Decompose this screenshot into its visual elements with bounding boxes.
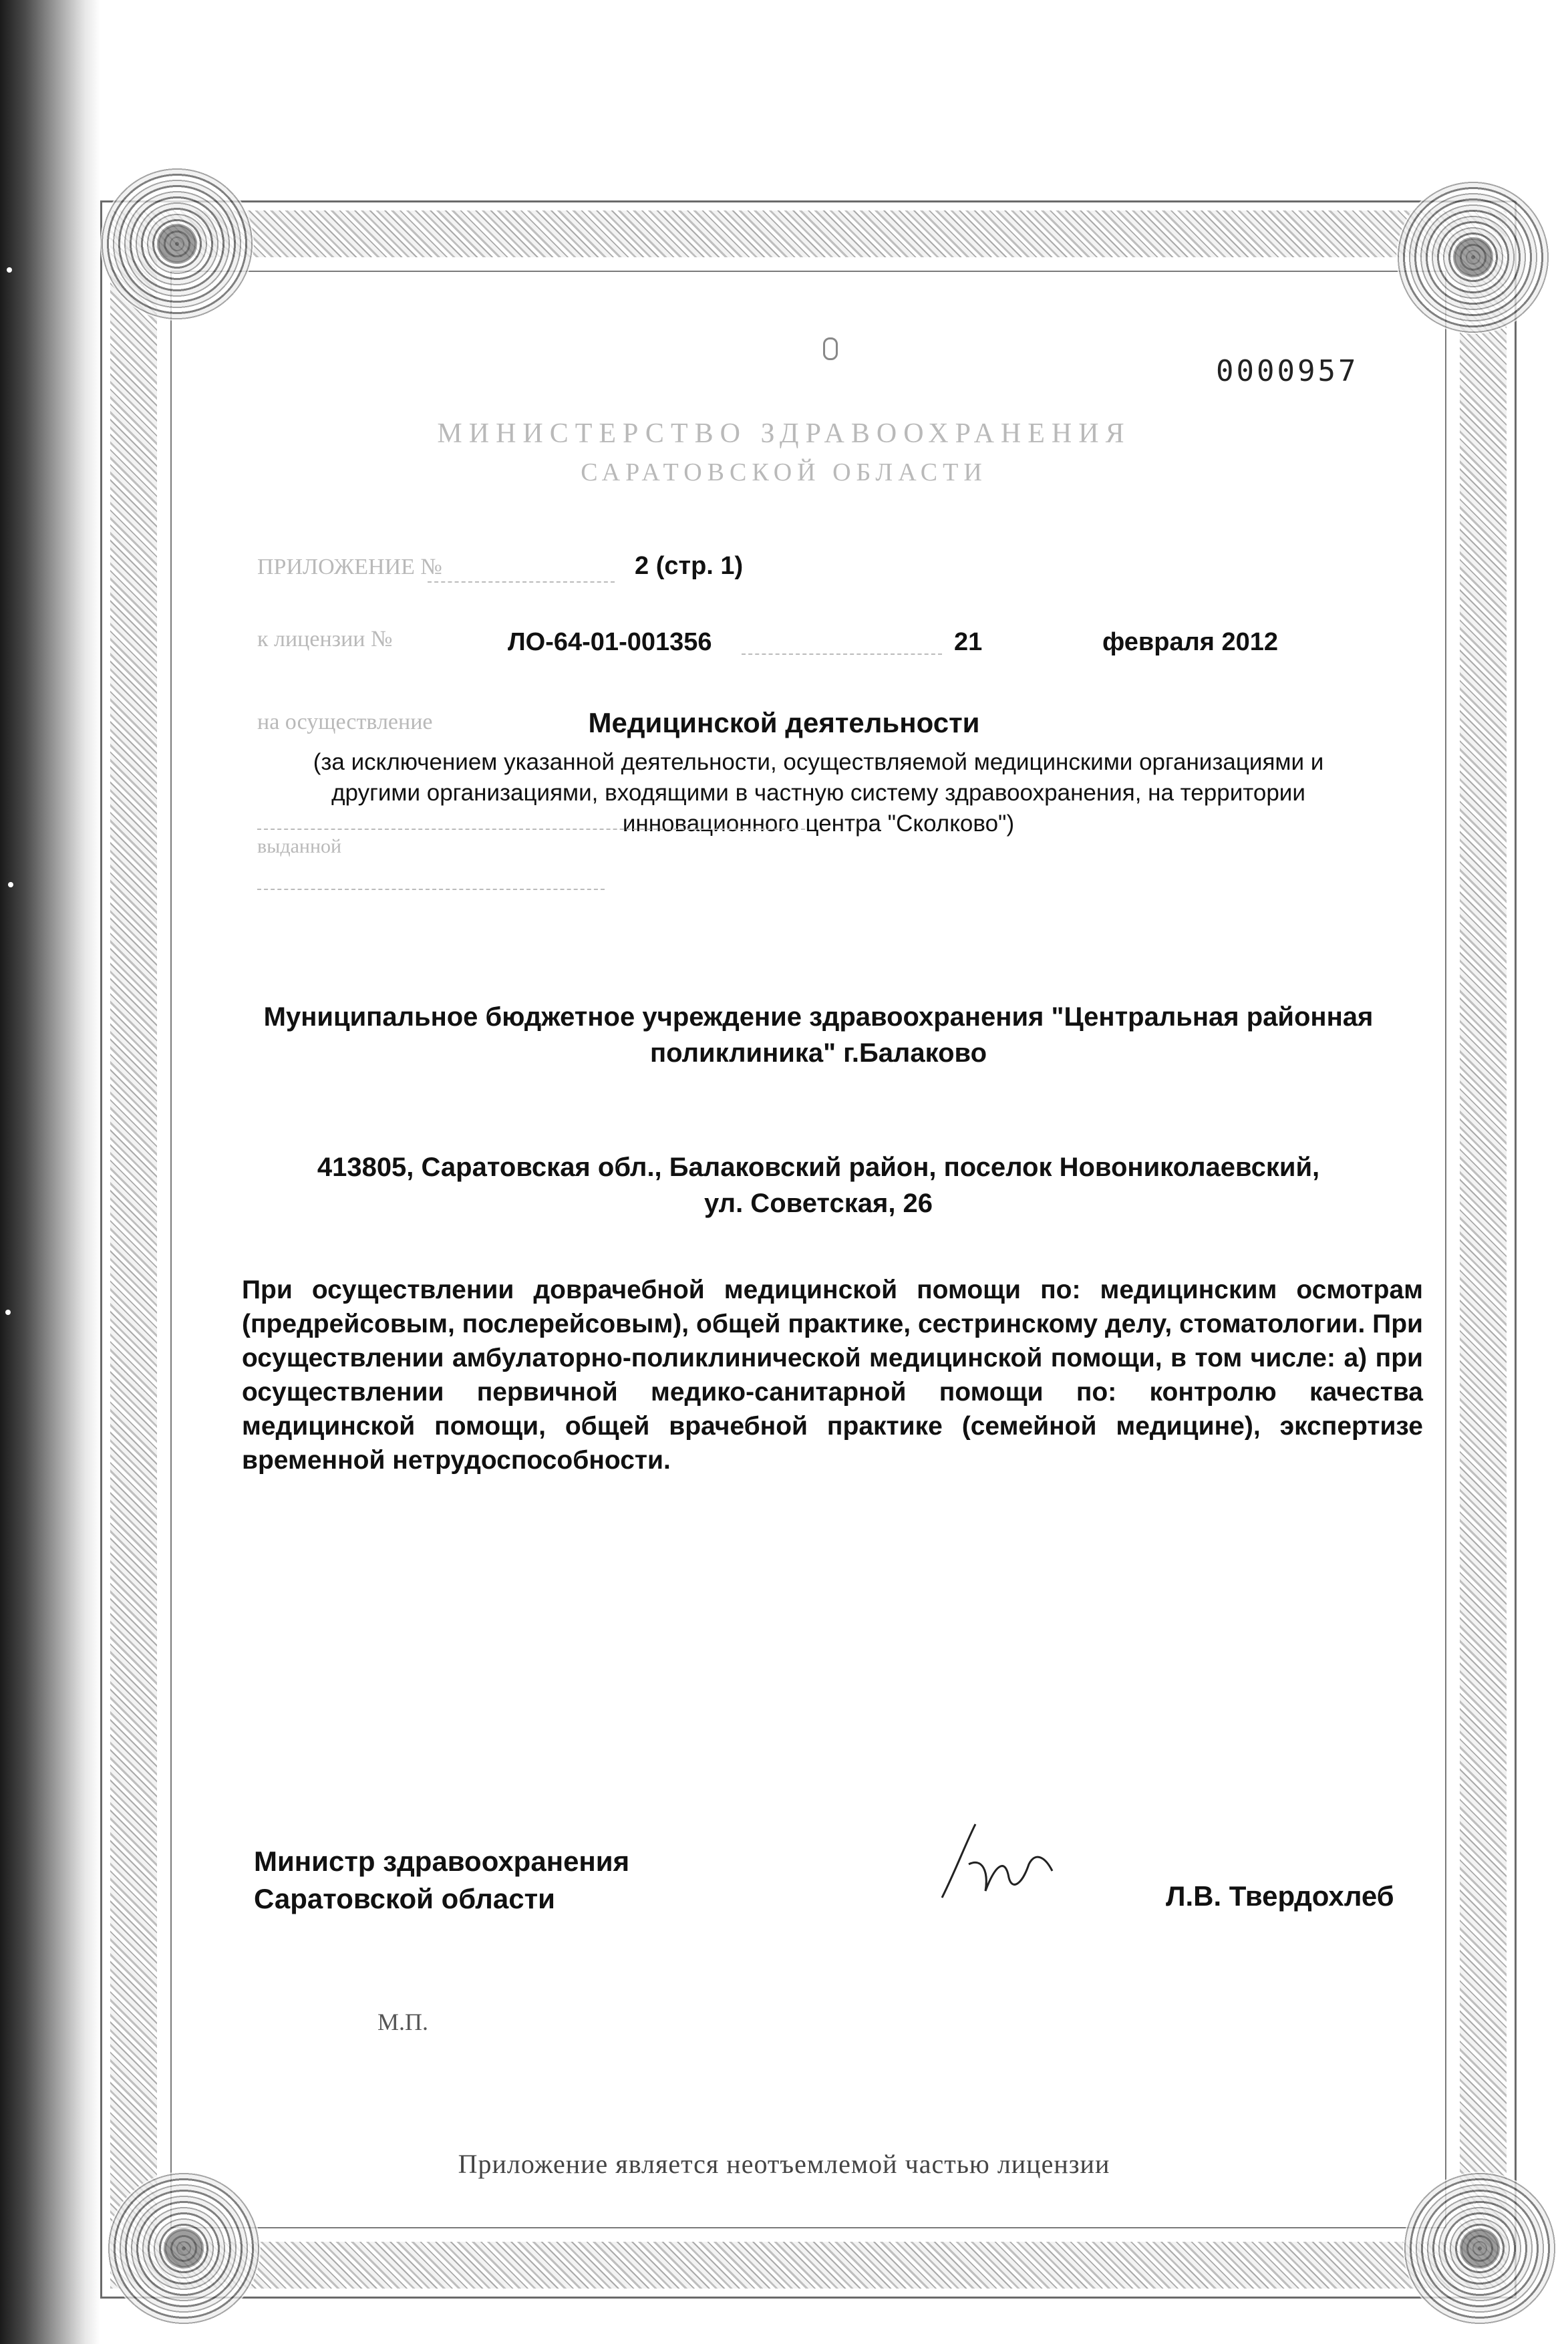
handwritten-signature bbox=[929, 1817, 1062, 1911]
corner-rosette-icon bbox=[1396, 180, 1550, 334]
serial-number: 0000957 bbox=[1216, 354, 1359, 388]
activity-scope-line: другими организациями, входящими в частную систему здравоохранения, на территории bbox=[331, 780, 1305, 806]
appendix-underline bbox=[428, 581, 615, 583]
appendix-value: 2 (стр. 1) bbox=[635, 552, 744, 580]
scan-speck bbox=[7, 267, 12, 273]
signatory-name: Л.В. Твердохлеб bbox=[1166, 1880, 1394, 1912]
activity-scope bbox=[254, 747, 1383, 839]
organization-line: поликлиника" г.Балаково bbox=[649, 1038, 987, 1068]
watermark-mark-icon bbox=[823, 337, 838, 360]
signatory-title-line: Саратовской области bbox=[254, 1883, 555, 1914]
issued-underline bbox=[257, 889, 605, 890]
services-description: При осуществлении доврачебной медицинской помощи по: медицинским осмотрам (предрейсовым, послерейсовым), общей практике, сестринскому делу, стоматологии. При осуществлении амбулаторно-поликлинической медицинской помощи, в том числе: а) при осуществлении первичной медико-санитарной помощи по: контролю качества медицинской помощи, общей врачебной практике (семейной медицине), экспертизе временной нетрудоспособности. bbox=[242, 1276, 1423, 1475]
license-number: ЛО-64-01-001356 bbox=[508, 628, 712, 656]
scan-speck bbox=[5, 1310, 11, 1315]
footer-note: Приложение является неотъемлемой частью лицензии bbox=[458, 2149, 1110, 2179]
activity-scope-line: (за исключением указанной деятельности, осуществляемой медицинскими организациями и bbox=[313, 749, 1324, 775]
scan-speck bbox=[8, 882, 13, 887]
license-day: 21 bbox=[954, 628, 983, 656]
corner-rosette-icon bbox=[107, 2172, 261, 2325]
corner-rosette-icon bbox=[100, 167, 254, 321]
appendix-label: ПРИЛОЖЕНИЕ № bbox=[257, 555, 442, 579]
scanner-edge-shadow bbox=[0, 0, 100, 2344]
corner-rosette-icon bbox=[1403, 2172, 1557, 2325]
license-date: февраля 2012 bbox=[1102, 628, 1278, 656]
issued-underline bbox=[257, 829, 805, 830]
activity-title: Медицинской деятельности bbox=[588, 707, 980, 738]
signatory-title-line: Министр здравоохранения bbox=[254, 1846, 630, 1877]
license-underline bbox=[742, 653, 942, 655]
organization-line: Муниципальное бюджетное учреждение здравоохранения "Центральная районная bbox=[263, 1002, 1374, 1032]
organization-address bbox=[220, 1149, 1416, 1221]
signatory-title bbox=[254, 1843, 629, 1918]
ministry-region: САРАТОВСКОЙ ОБЛАСТИ bbox=[581, 458, 987, 486]
activity-label: на осуществление bbox=[257, 710, 433, 734]
license-label: к лицензии № bbox=[257, 627, 393, 651]
issued-label: выданной bbox=[257, 835, 342, 857]
ministry-title: МИНИСТЕРСТВО ЗДРАВООХРАНЕНИЯ bbox=[437, 418, 1131, 449]
seal-placeholder: М.П. bbox=[377, 2009, 429, 2035]
address-line: ул. Советская, 26 bbox=[703, 1189, 933, 1218]
activity-scope-line: инновационного центра "Сколково") bbox=[622, 811, 1015, 837]
address-line: 413805, Саратовская обл., Балаковский район, поселок Новониколаевский, bbox=[317, 1153, 1320, 1182]
organization-name bbox=[220, 999, 1416, 1071]
